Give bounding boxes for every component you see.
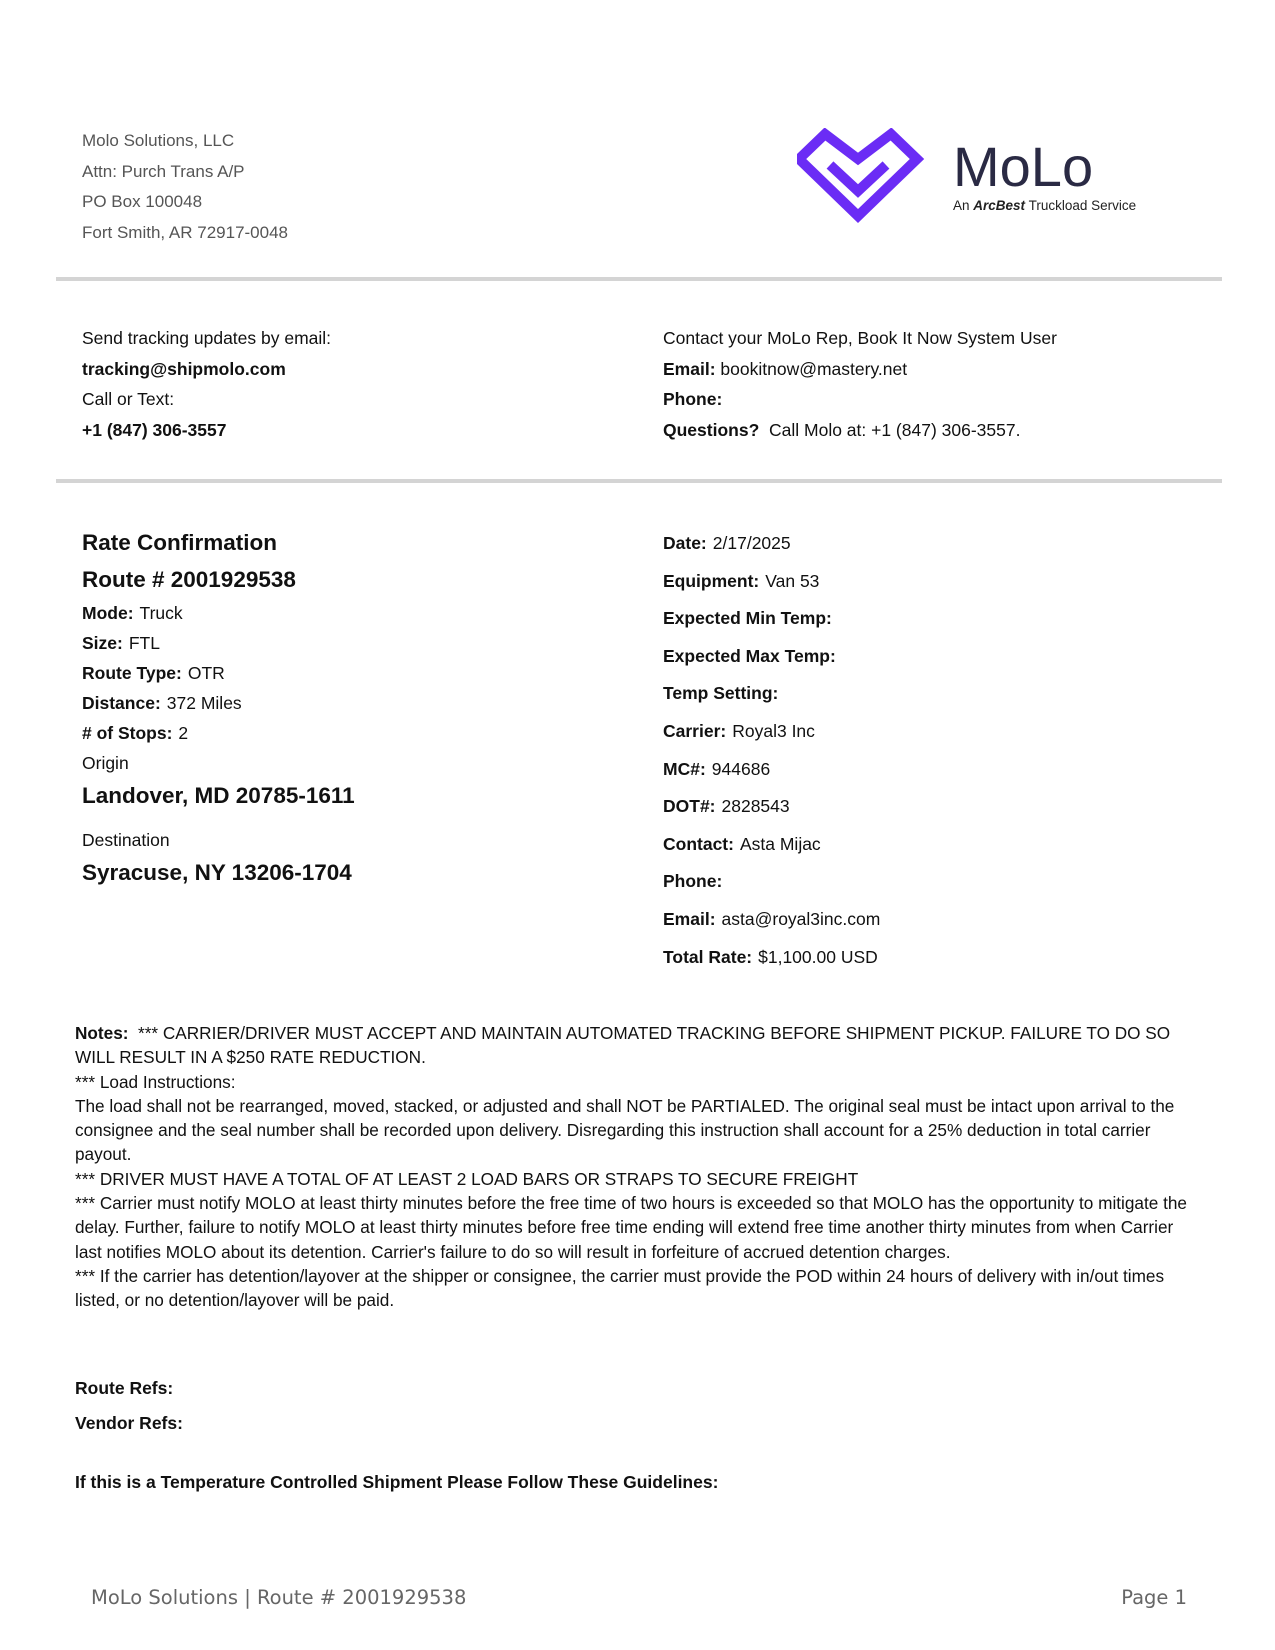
tracking-email: tracking@shipmolo.com <box>82 358 286 379</box>
field-label: Route Type: <box>82 663 182 683</box>
field-row <box>663 638 880 676</box>
field-value: 2828543 <box>721 796 790 817</box>
field-label: Date: <box>663 533 707 553</box>
questions-value: Call Molo at: +1 (847) 306-3557. <box>769 419 1021 440</box>
field-label: Expected Min Temp: <box>663 608 832 629</box>
address-line: Molo Solutions, LLC <box>82 131 235 150</box>
field-label: Distance: <box>82 693 161 713</box>
field-value: 944686 <box>711 758 771 779</box>
address-line: PO Box 100048 <box>82 192 203 211</box>
destination-label: Destination <box>82 830 170 850</box>
origin-city: Landover, MD 20785-1611 <box>82 783 355 808</box>
questions-line <box>663 415 1057 446</box>
destination-city: Syracuse, NY 13206-1704 <box>82 860 352 885</box>
email-label: Email: <box>663 358 716 379</box>
notes-line: *** Load Instructions: <box>75 1071 236 1092</box>
field-value: OTR <box>187 663 225 683</box>
field-row <box>82 658 355 688</box>
call-label: Call or Text: <box>82 389 175 409</box>
molo-logo <box>797 128 1177 228</box>
footer-route: MoLo Solutions | Route # 2001929538 <box>91 1586 467 1609</box>
field-value: FTL <box>128 633 160 653</box>
notes-line: *** DRIVER MUST HAVE A TOTAL OF AT LEAST 2 LOAD BARS OR STRAPS TO SECURE FREIGHT <box>75 1168 859 1189</box>
address-line: Fort Smith, AR 72917-0048 <box>82 222 289 242</box>
field-value: Truck <box>139 603 183 623</box>
route-heading: Route # 2001929538 <box>82 567 296 592</box>
logo-tagline-brand: ArcBest <box>973 198 1026 213</box>
field-label: Carrier: <box>663 720 727 741</box>
rep-email <box>663 354 1057 385</box>
field-row <box>663 675 880 713</box>
field-row <box>663 600 880 638</box>
field-row <box>82 718 355 748</box>
page-number: Page 1 <box>1121 1586 1187 1609</box>
notes-first-paragraph <box>75 1021 1200 1070</box>
tracking-label: Send tracking updates by email: <box>82 328 332 348</box>
logo-tagline-prefix: An <box>953 198 970 213</box>
field-label: # of Stops: <box>82 723 173 743</box>
field-value: 2/17/2025 <box>712 533 791 553</box>
divider <box>56 277 1222 281</box>
route-refs-label: Route Refs: <box>75 1378 174 1398</box>
logo-tagline <box>953 198 1136 213</box>
vendor-refs-label: Vendor Refs: <box>75 1413 183 1433</box>
field-row <box>663 826 880 864</box>
temp-guidelines-heading: If this is a Temperature Controlled Shipment Please Follow These Guidelines: <box>75 1472 719 1492</box>
call-number: +1 (847) 306-3557 <box>82 419 227 440</box>
field-label: Equipment: <box>663 570 760 591</box>
field-row <box>663 713 880 751</box>
logo-wordmark: MoLo <box>953 135 1094 198</box>
field-row <box>663 563 880 601</box>
field-value: asta@royal3inc.com <box>721 908 881 929</box>
field-label: MC#: <box>663 758 706 779</box>
origin-label: Origin <box>82 753 129 773</box>
email-value: bookitnow@mastery.net <box>720 358 908 379</box>
page-title: Rate Confirmation <box>82 530 278 555</box>
field-value: 2 <box>178 723 189 743</box>
field-label: Expected Max Temp: <box>663 645 836 666</box>
notes-line: *** Carrier must notify MOLO at least thirty minutes before the free time of two hours is exceeded so that MOLO has the opportunity to mitigate the delay. Further, failure to notify MOLO at least thirty minutes before free time ending will extend free time another thirty minutes from when Carrier last notifies MOLO about its detention. Carrier's failure to do so will result in forfeiture of accrued detention charges. <box>75 1193 1187 1262</box>
notes-section <box>75 1021 1200 1313</box>
field-label: Email: <box>663 908 716 929</box>
field-value: $1,100.00 USD <box>758 946 878 967</box>
field-label: Total Rate: <box>663 946 753 967</box>
rep-line: Contact your MoLo Rep, Book It Now System User <box>663 328 1057 348</box>
questions-label: Questions? <box>663 419 760 440</box>
field-label: Phone: <box>663 871 723 892</box>
field-row <box>663 863 880 901</box>
field-value: Van 53 <box>765 570 820 591</box>
notes-line: *** If the carrier has detention/layover at the shipper or consignee, the carrier must provide the POD within 24 hours of delivery with in/out times listed, or no detention/layover will be paid. <box>75 1265 1165 1311</box>
field-label: Size: <box>82 633 123 653</box>
address-line: Attn: Purch Trans A/P <box>82 161 245 181</box>
logo-tagline-suffix: Truckload Service <box>1028 198 1137 213</box>
billing-address <box>82 126 288 248</box>
notes-label: Notes: <box>75 1023 129 1043</box>
field-label: DOT#: <box>663 796 716 817</box>
field-value: 372 Miles <box>166 693 242 713</box>
field-row <box>663 751 880 789</box>
rate-confirmation-details <box>663 525 880 976</box>
field-label: Contact: <box>663 833 734 854</box>
field-row <box>663 939 880 977</box>
notes-text: *** CARRIER/DRIVER MUST ACCEPT AND MAINTAIN AUTOMATED TRACKING BEFORE SHIPMENT PICKUP. FAILURE TO DO SO WILL RESULT IN A $250 RATE REDUCTION. <box>75 1023 1171 1068</box>
chevron-heart-logo-icon <box>797 128 1177 228</box>
field-row <box>663 788 880 826</box>
phone-label: Phone: <box>663 389 723 409</box>
field-row <box>663 901 880 939</box>
divider <box>56 479 1222 483</box>
field-value: Asta Mijac <box>739 833 821 854</box>
notes-line: The load shall not be rearranged, moved, stacked, or adjusted and shall NOT be PARTIALED. The original seal must be intact upon arrival to the consignee and the seal number shall be recorded upon delivery. Disregarding this instruction shall account for a 25% deduction in total carrier payout. <box>75 1095 1175 1165</box>
tracking-contact <box>82 323 331 445</box>
field-row <box>82 688 355 718</box>
field-row <box>663 525 880 563</box>
field-label: Mode: <box>82 603 134 623</box>
rep-contact <box>663 323 1057 445</box>
field-value: Royal3 Inc <box>732 720 815 741</box>
rate-confirmation-summary <box>82 524 355 891</box>
field-row <box>82 628 355 658</box>
field-row <box>82 598 355 628</box>
field-label: Temp Setting: <box>663 683 779 704</box>
